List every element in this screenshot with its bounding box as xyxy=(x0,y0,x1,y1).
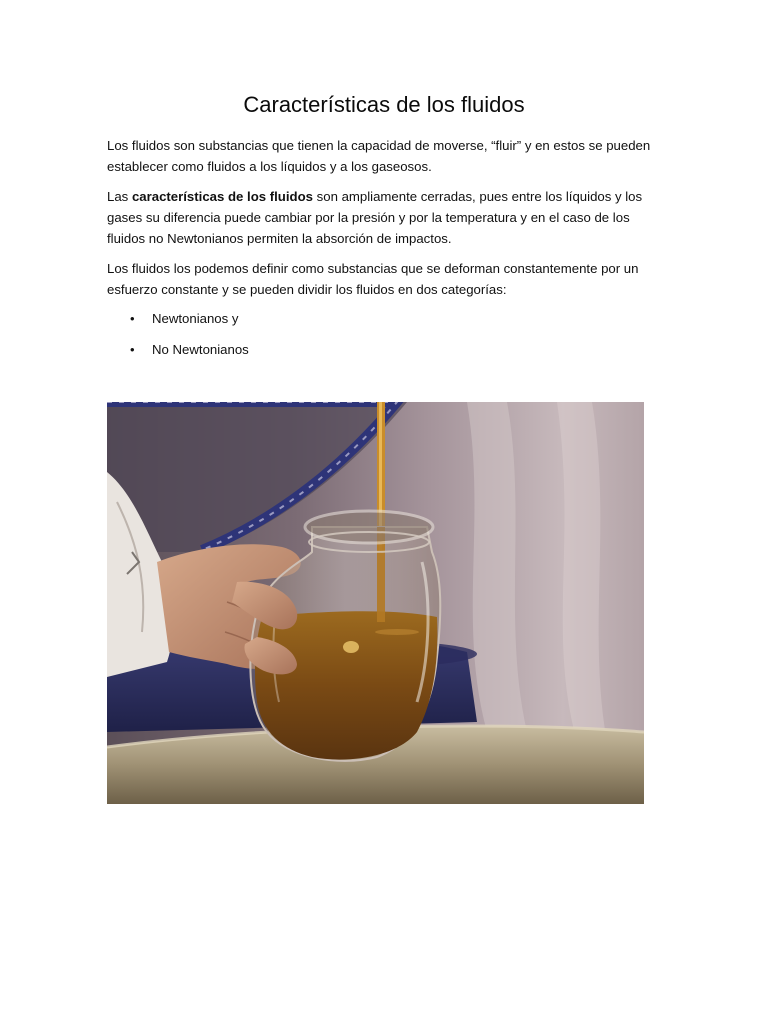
paragraph-characteristics xyxy=(107,186,655,249)
list-item xyxy=(107,308,249,329)
list-item xyxy=(107,339,249,360)
paragraph-intro: Los fluidos son substancias que tienen la capacidad de moverse, “fluir” y en estos se pueden establecer como fluidos a los líquidos y a los gaseosos. xyxy=(107,138,651,174)
photo-illustration xyxy=(107,402,644,804)
paragraph-characteristics-bold: características de los fluidos xyxy=(131,189,313,204)
bullet-icon: • xyxy=(130,342,135,357)
bullet-icon: • xyxy=(130,311,135,326)
categories-list xyxy=(107,308,249,370)
list-item-label: No Newtonianos xyxy=(152,342,249,357)
honey-jar-photo xyxy=(107,402,644,804)
list-item-label: Newtonianos y xyxy=(152,311,239,326)
paragraph-definition: Los fluidos los podemos definir como substancias que se deforman constantemente por un esfuerzo constante y se pueden dividir los fluidos en dos categorías: xyxy=(107,261,639,297)
page-title: Características de los fluidos xyxy=(243,92,525,117)
paragraph-characteristics-prefix: Las xyxy=(107,189,132,204)
paragraph-characteristics-suffix: son ampliamente cerradas, pues entre los líquidos y los gases su diferencia puede cambiar por la presión y por la temperatura y en el caso de los fluidos no Newtonianos permiten la absorción de impactos. xyxy=(107,189,643,246)
